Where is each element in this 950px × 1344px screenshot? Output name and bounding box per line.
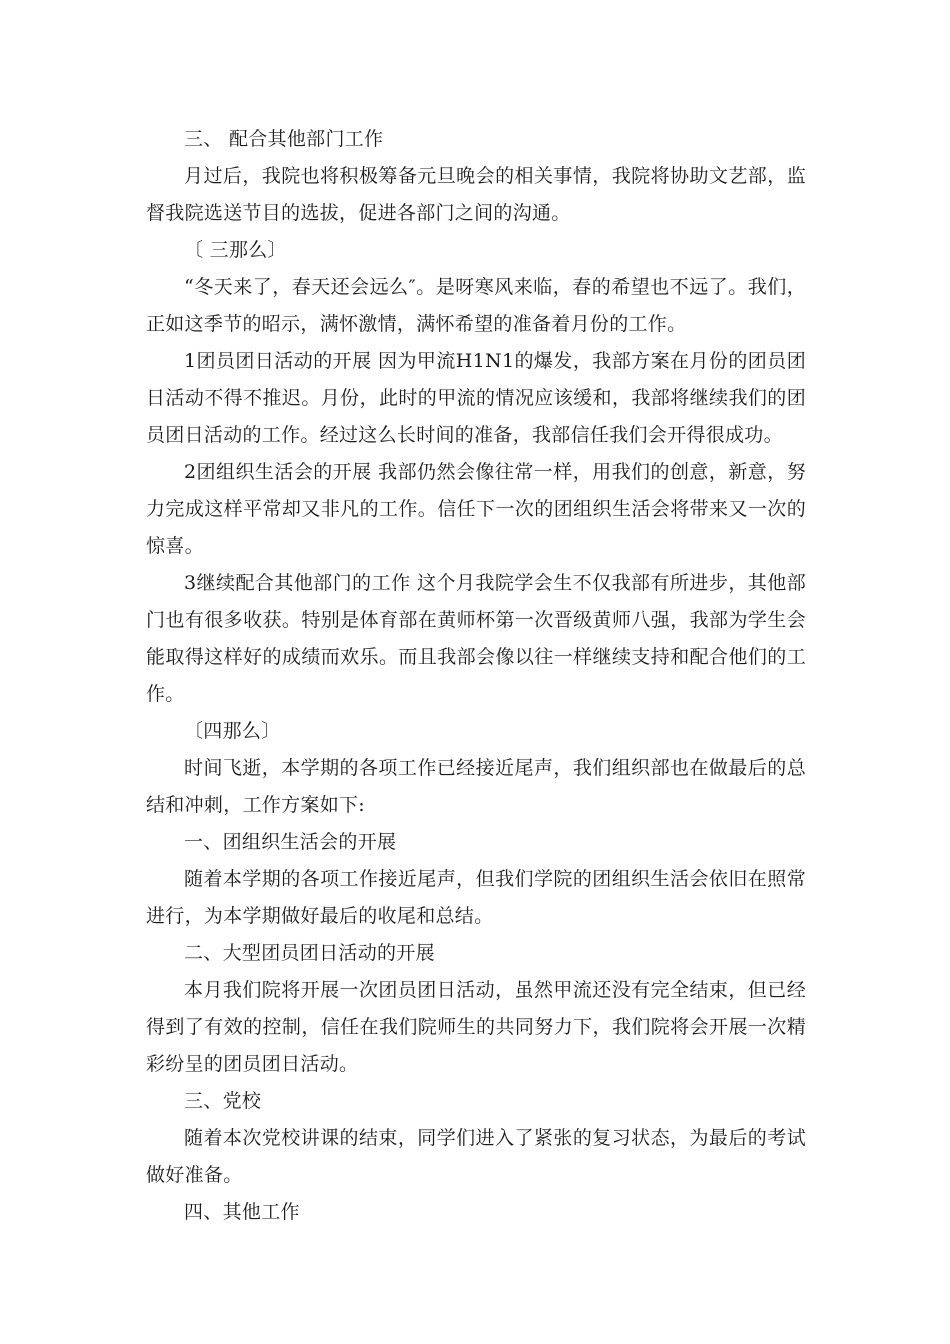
body-paragraph: 随着本次党校讲课的结束，同学们进入了紧张的复习状态，为最后的考试做好准备。 xyxy=(146,1127,806,1186)
section-marker: 〔 三那么〕 xyxy=(184,239,287,261)
body-paragraph: 2团组织生活会的开展 我部仍然会像往常一样，用我们的创意，新意，努力完成这样平常却又非凡的工作。信任下一次的团组织生活会将带来又一次的惊喜。 xyxy=(146,461,806,557)
section-heading: 三、党校 xyxy=(184,1090,262,1112)
section-heading: 二、大型团员团日活动的开展 xyxy=(184,942,435,964)
document-page xyxy=(146,121,806,1231)
section-heading: 一、团组织生活会的开展 xyxy=(184,831,397,853)
section-heading: 三、 配合其他部门工作 xyxy=(184,128,384,150)
body-paragraph: 月过后，我院也将积极筹备元旦晚会的相关事情，我院将协助文艺部，监督我院选送节目的选拔，促进各部门之间的沟通。 xyxy=(146,165,806,224)
body-paragraph: 本月我们院将开展一次团员团日活动，虽然甲流还没有完全结束，但已经得到了有效的控制，信任在我们院师生的共同努力下，我们院将会开展一次精彩纷呈的团员团日活动。 xyxy=(146,979,806,1075)
section-marker: 〔四那么〕 xyxy=(184,720,281,742)
body-paragraph: 时间飞逝，本学期的各项工作已经接近尾声，我们组织部也在做最后的总结和冲刺，工作方案如下: xyxy=(146,757,806,816)
body-paragraph: “冬天来了，春天还会远么″。是呀寒风来临，春的希望也不远了。我们，正如这季节的昭示，满怀激情，满怀希望的准备着月份的工作。 xyxy=(146,276,806,335)
section-heading: 四、其他工作 xyxy=(184,1201,300,1223)
body-paragraph: 3继续配合其他部门的工作 这个月我院学会生不仅我部有所进步，其他部门也有很多收获。特别是体育部在黄师杯第一次晋级黄师八强，我部为学生会能取得这样好的成绩而欢乐。而且我部会像以往一样继续支持和配合他们的工作。 xyxy=(146,572,806,705)
body-paragraph: 1团员团日活动的开展 因为甲流H1N1的爆发，我部方案在月份的团员团日活动不得不推迟。月份，此时的甲流的情况应该缓和，我部将继续我们的团员团日活动的工作。经过这么长时间的准备，我部信任我们会开得很成功。 xyxy=(146,350,806,446)
body-paragraph: 随着本学期的各项工作接近尾声，但我们学院的团组织生活会依旧在照常进行，为本学期做好最后的收尾和总结。 xyxy=(146,868,806,927)
